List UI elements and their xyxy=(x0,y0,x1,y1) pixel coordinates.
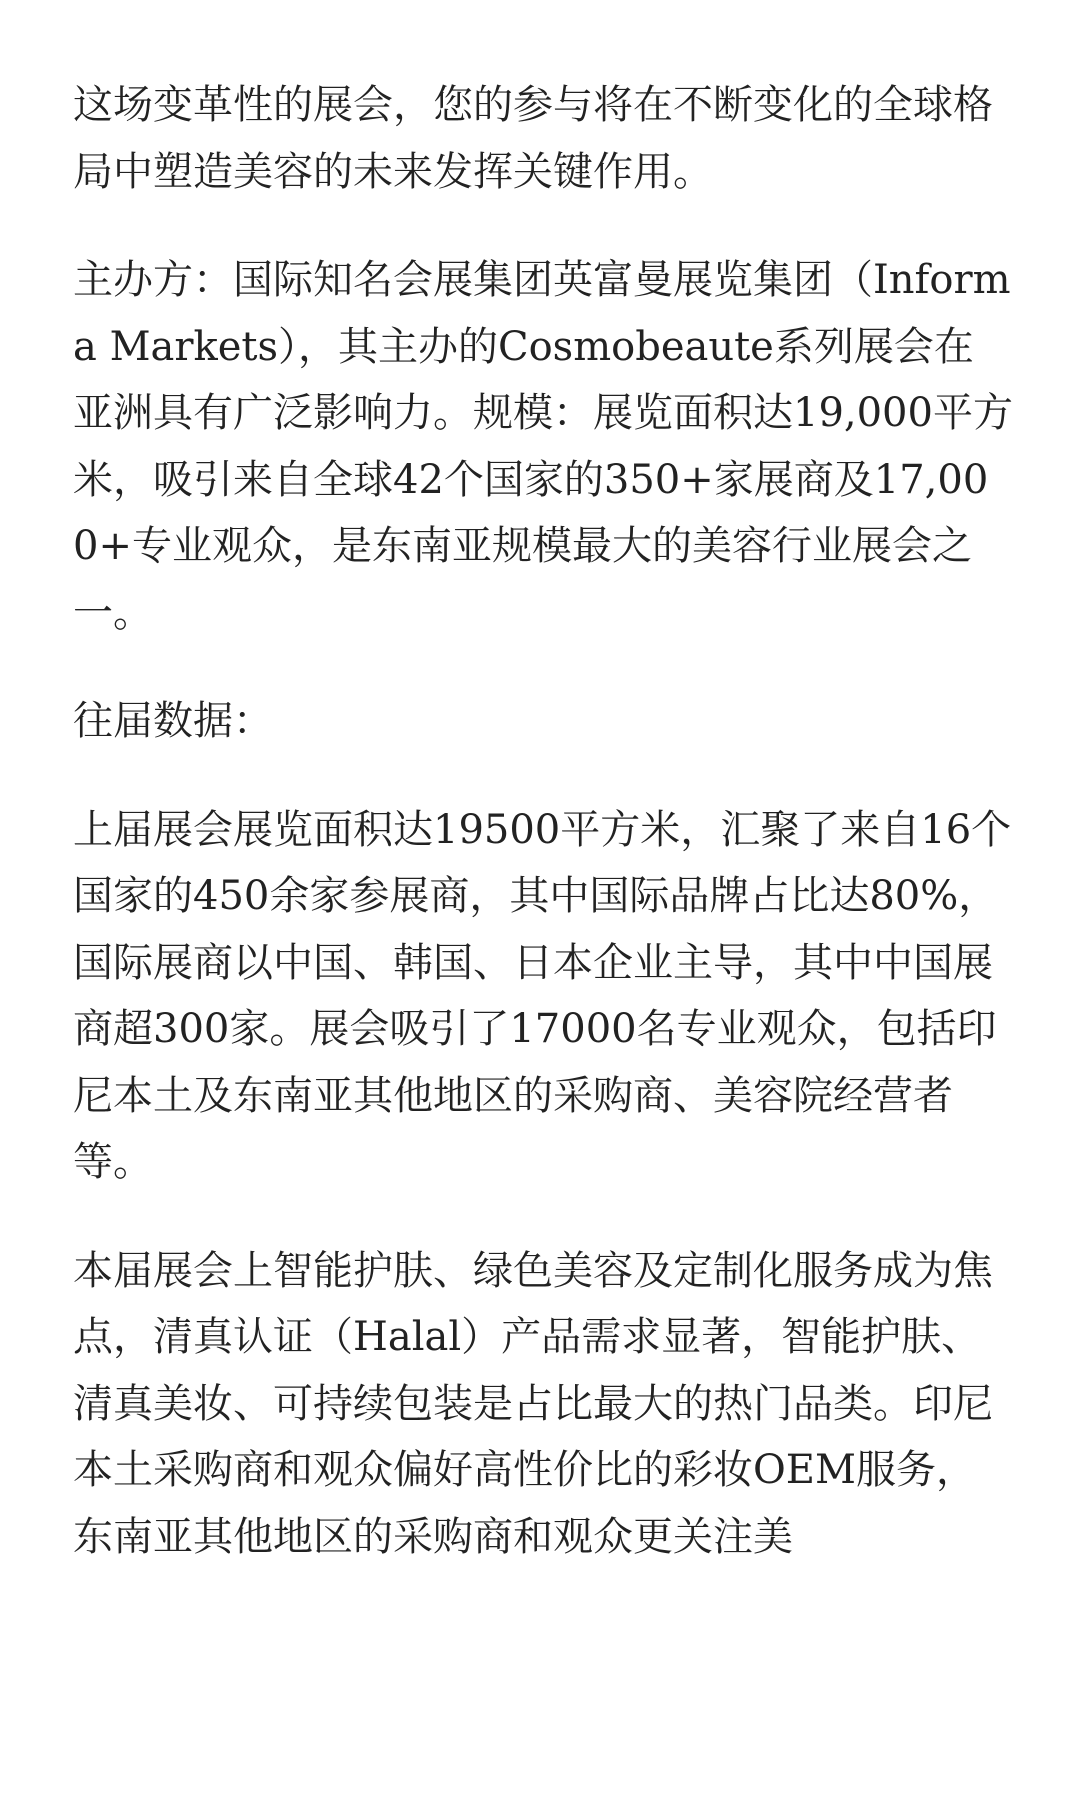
paragraph-organizer: 主办方：国际知名会展集团英富曼展览集团（Informa Markets），其主办的Cosmobeaute系列展会在亚洲具有广泛影响力。规模：展览面积达19,000平方米，吸引来自全球42个国家的350+家展商及17,000+专业观众，是东南亚规模最大的美容行业展会之一。 xyxy=(73,257,1013,636)
paragraph-intro: 这场变革性的展会，您的参与将在不断变化的全球格局中塑造美容的未来发挥关键作用。 xyxy=(73,82,993,195)
paragraph-past-data-heading: 往届数据： xyxy=(73,698,273,744)
paragraph-past-data: 上届展会展览面积达19500平方米，汇聚了来自16个国家的450余家参展商，其中国际品牌占比达80%，国际展商以中国、韩国、日本企业主导，其中中国展商超300家。展会吸引了17000名专业观众，包括印尼本土及东南亚其他地区的采购商、美容院经营者等。 xyxy=(73,806,1012,1185)
article-body xyxy=(73,72,1013,1612)
paragraph-highlights: 本届展会上智能护肤、绿色美容及定制化服务成为焦点，清真认证（Halal）产品需求显著，智能护肤、清真美妆、可持续包装是占比最大的热门品类。印尼本土采购商和观众偏好高性价比的彩妆OEM服务，东南亚其他地区的采购商和观众更关注美 xyxy=(73,1247,993,1560)
